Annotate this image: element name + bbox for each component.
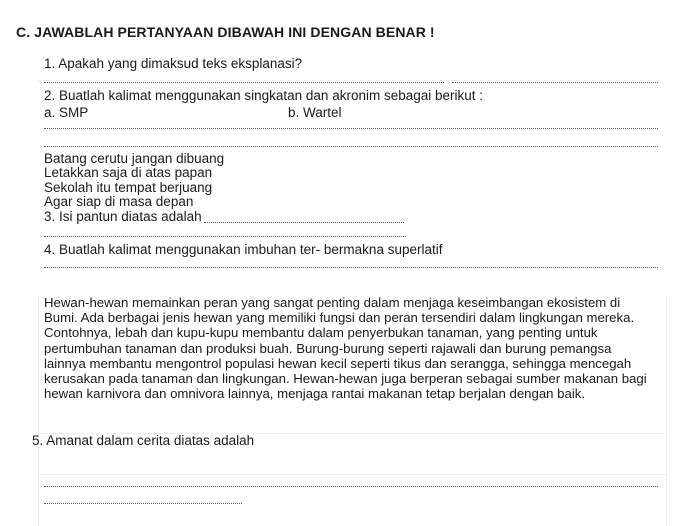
explanation-paragraph: [44, 295, 670, 401]
question-4: 4. Buatlah kalimat menggunakan imbuhan ter- bermakna superlatif: [44, 242, 443, 257]
pantun-line: Batang cerutu jangan dibuang: [44, 151, 225, 166]
question-2: 2. Buatlah kalimat menggunakan singkatan dan akronim sebagai berikut :: [44, 88, 484, 103]
answer-line[interactable]: [44, 128, 658, 129]
frame-line: [38, 474, 666, 475]
answer-line[interactable]: [44, 146, 658, 147]
pantun-line: Letakkan saja di atas papan: [44, 165, 213, 180]
pantun-line: Agar siap di masa depan: [44, 194, 194, 209]
answer-line[interactable]: [44, 82, 444, 83]
answer-line[interactable]: [44, 503, 242, 504]
frame-line: [38, 296, 39, 526]
paragraph-line: Hewan-hewan memainkan peran yang sangat penting dalam menjaga keseimbangan ekosistem di: [44, 295, 621, 310]
paragraph-line: hewan karnivora dan omnivora lainnya, menjaga rantai makanan tetap berjalan dengan baik.: [44, 386, 586, 402]
answer-line[interactable]: [452, 82, 658, 83]
question-3: 3. Isi pantun diatas adalah: [44, 209, 202, 224]
question-1: 1. Apakah yang dimaksud teks eksplanasi?: [44, 56, 303, 71]
section-title: C. JAWABLAH PERTANYAAN DIBAWAH INI DENGAN BENAR !: [16, 24, 435, 40]
question-5: 5. Amanat dalam cerita diatas adalah: [32, 433, 255, 448]
question-2-option-a: a. SMP: [44, 105, 89, 120]
answer-line[interactable]: [44, 486, 658, 487]
paragraph-line: pertumbuhan tanaman dan produksi buah. Burung-burung seperti rajawali dan burung pemangsa: [44, 340, 612, 356]
paragraph-line: Bumi. Ada berbagai jenis hewan yang memiliki fungsi dan peran tersendiri dalam lingkungan mereka.: [44, 310, 635, 326]
paragraph-line: kerusakan pada tanaman dan lingkungan. Hewan-hewan juga berperan sebagai sumber makanan bagi: [44, 371, 647, 387]
answer-line[interactable]: [204, 222, 404, 223]
answer-line[interactable]: [44, 267, 658, 268]
question-2-option-b: b. Wartel: [288, 105, 342, 120]
paragraph-line: lainnya membantu mengontrol populasi hewan kecil seperti tikus dan serangga, sehingga mencegah: [44, 355, 632, 371]
pantun-line: Sekolah itu tempat berjuang: [44, 180, 213, 195]
answer-line[interactable]: [44, 236, 406, 237]
frame-line: [38, 80, 660, 81]
paragraph-line: Contohnya, lebah dan kupu-kupu membantu dalam penyerbukan tanaman, yang penting untuk: [44, 325, 598, 341]
